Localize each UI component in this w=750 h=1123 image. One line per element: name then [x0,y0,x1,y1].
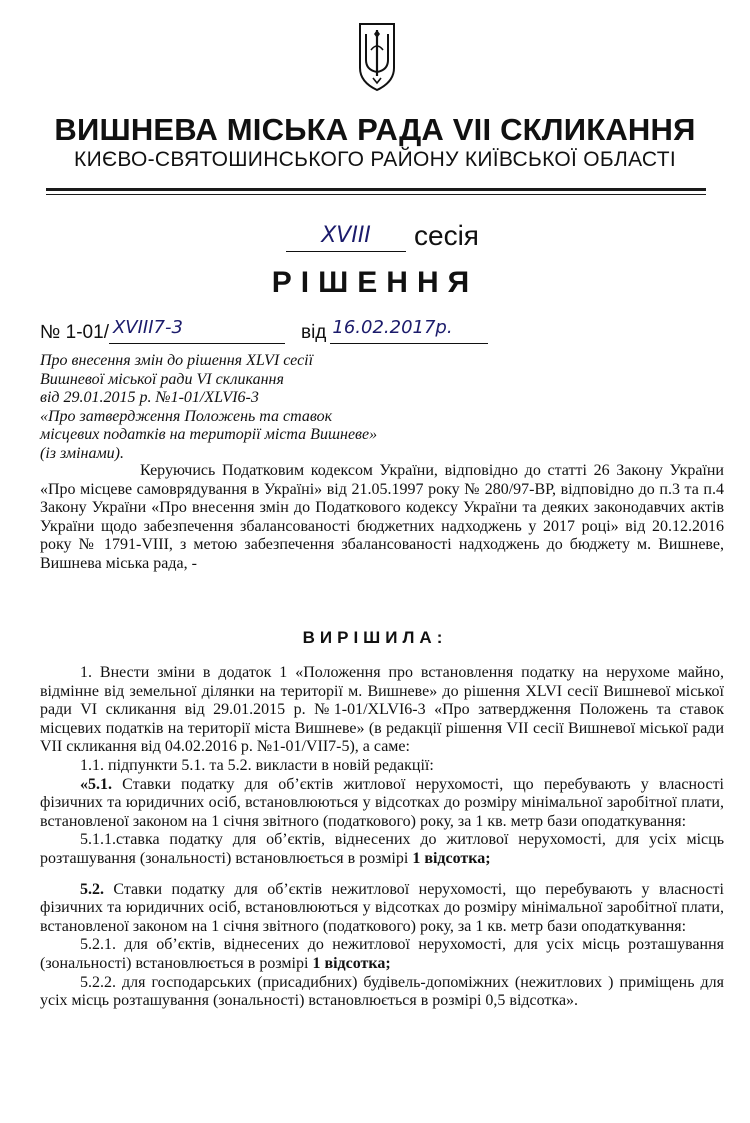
decision-number-prefix: № 1-01/ [40,322,109,343]
clause-5-2-1-rate: 1 відсотка; [312,954,391,972]
subject-line: Про внесення змін до рішення XLVI сесії [40,352,314,369]
session-number-handwritten: XVIII [286,221,406,252]
decision-subject [40,352,440,463]
clause-5-2-1-text: 5.2.1. для об’єктів, віднесених до нежитлової нерухомості, для усіх місць розташування (зональності) встановлюється в розмірі [40,936,724,972]
subject-line: від 29.01.2015 р. №1-01/XLVI6-3 [40,389,259,406]
decision-date-handwritten: 16.02.2017р. [330,313,488,344]
council-district: КИЄВО-СВЯТОШИНСЬКОГО РАЙОНУ КИЇВСЬКОЇ ОБЛАСТІ [74,148,676,171]
paragraph-gap [40,869,724,881]
subject-line: (із змінами). [40,444,124,462]
council-title: ВИШНЕВА МІСЬКА РАДА VII СКЛИКАННЯ [54,112,696,147]
clause-5-2 [40,881,724,937]
resolved-heading: ВИРІШИЛА: [302,628,448,647]
header-divider [46,188,706,191]
preamble [40,462,724,574]
clause-5-2-label: 5.2. [80,880,104,898]
decision-number-line [40,314,488,344]
clause-5-1-1-text: 5.1.1.ставка податку для об’єктів, віднесених до житлової нерухомості, для усіх місць розташування (зональності) встановлюється в розмірі [40,831,724,867]
subject-line: місцевих податків на території міста Вишневе» [40,426,378,443]
clause-5-1-label: «5.1. [80,775,112,793]
preamble-paragraph: Керуючись Податковим кодексом України, відповідно до статті 26 Закону України «Про місцеве самоврядування в Україні» від 21.05.1997 року № 280/97-ВР, відповідно до п.3 та п.4 Закону України «Про внесення змін до Податкового кодексу України та деяких законодавчих актів України щодо забезпечення збалансованості бюджетних надходжень у 2017 році» від 20.12.2016 року № 1791-VIII, з метою забезпечення збалансованості надходжень до бюджету м. Вишневе, Вишнева міська рада, - [40,462,724,572]
clause-5-2-text: Ставки податку для об’єктів нежитлової нерухомості, що перебувають у власності фізичних та юридичних осіб, встановлюються у відсотках до розміру мінімальної заробітної плати, встановленої законом на 1 січня звітного (податкового) року, за 1 кв. метр бази оподаткування: [40,880,724,935]
trident-coat-of-arms-icon [357,20,397,92]
decision-heading: РІШЕННЯ [271,266,479,299]
clause-5-2-2: 5.2.2. для господарських (присадибних) будівель-допоміжних (нежитлових ) приміщень для усіх місць розташування (зональності) встановлюється в розмірі 0,5 відсотка». [40,973,724,1010]
date-label: від [300,322,327,343]
clause-5-1-text: Ставки податку для об’єктів житлової нерухомості, що перебувають у власності фізичних та юридичних осіб, встановлюються у відсотках до розміру мінімальної заробітної плати, встановленої законом на 1 січня звітного (податкового) року, за 1 кв. метр бази оподаткування: [40,775,724,830]
clause-5-2-1 [40,936,724,973]
subject-line: Вишневої міської ради VI скликання [40,370,284,388]
clause-5-1 [40,776,724,832]
item-1-1: 1.1. підпункти 5.1. та 5.2. викласти в новій редакції: [80,756,434,774]
item-1: 1. Внести зміни в додаток 1 «Положення про встановлення податку на нерухоме майно, відмінне від земельної ділянки на території м. Вишневе» до рішення XLVI сесії Вишневої міської ради VI скликання від 29.01.2015 р. №1-01/XLVI6-3 «Про затвердження Положень та ставок місцевих податків на території міста Вишневе» (в редакції рішення VII сесії Вишневої міської ради VII скликання від 04.02.2016 р. №1-01/VII7-5), а саме: [40,664,724,756]
clause-5-1-1-rate: 1 відсотка; [412,849,491,867]
clause-5-1-1 [40,831,724,868]
session-line [286,218,479,252]
subject-line: «Про затвердження Положень та ставок [40,407,333,425]
decision-number-handwritten: XVIII7-3 [109,313,285,344]
session-label: сесія [414,220,479,251]
header-divider-thin [46,194,706,195]
resolution-body [40,664,724,1011]
